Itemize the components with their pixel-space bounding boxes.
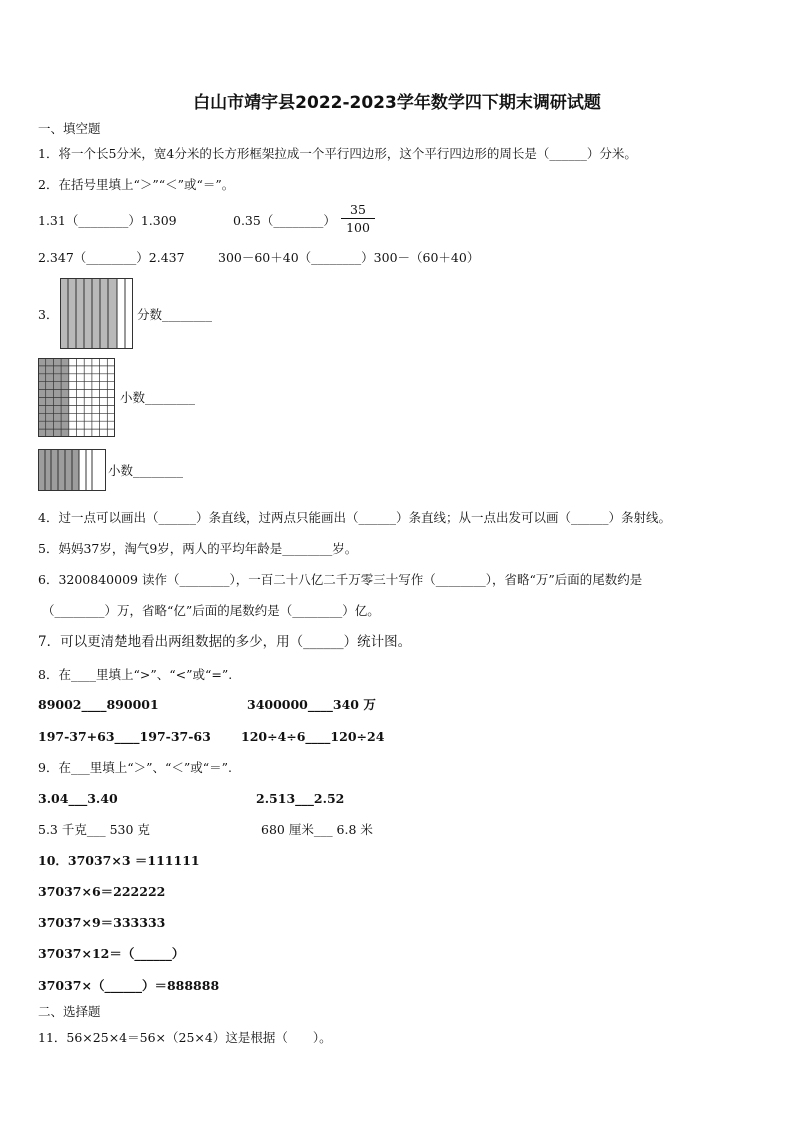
- question-2d: 300－60＋40（________）300－（60＋40）: [218, 250, 480, 265]
- question-6-line-2: （________）万，省略“亿”后面的尾数约是（________）亿。: [42, 603, 380, 618]
- question-4: 4．过一点可以画出（______）条直线，过两点只能画出（______）条直线；从一点出发可以画（______）条射线。: [38, 510, 671, 525]
- question-3-number: 3．: [38, 307, 59, 322]
- question-9c: 5.3 千克___ 530 克: [38, 822, 150, 837]
- question-1: 1．将一个长5分米，宽4分米的长方形框架拉成一个平行四边形，这个平行四边形的周长是（______）分米。: [38, 146, 637, 161]
- question-8d: 120÷4÷6____120÷24: [241, 729, 385, 744]
- decimal-strip-figure: [38, 449, 108, 492]
- question-8: 8．在____里填上“>”、“<”或“=”.: [38, 667, 233, 682]
- question-2b: 0.35（________）: [233, 213, 336, 228]
- question-9b: 2.513___2.52: [256, 791, 345, 806]
- question-3c-answer: 小数________: [108, 463, 184, 478]
- question-2c: 2.347（________）2.437: [38, 250, 185, 265]
- question-3b-answer: 小数________: [120, 390, 196, 405]
- question-10c: 37037×12＝（______）: [38, 946, 185, 961]
- question-8b: 3400000____340 万: [247, 697, 376, 712]
- question-9d: 680 厘米___ 6.8 米: [261, 822, 373, 837]
- question-10: 10．37037×3 ＝111111: [38, 853, 200, 868]
- question-8c: 197-37+63____197-37-63: [38, 729, 211, 744]
- question-10d: 37037×（______）＝888888: [38, 978, 220, 993]
- section-heading-fill-blank: 一、填空题: [38, 121, 101, 136]
- question-3a-answer: 分数________: [137, 307, 213, 322]
- question-9: 9．在___里填上“＞”、“＜”或“＝”.: [38, 760, 233, 775]
- question-11: 11．56×25×4＝56×（25×4）这是根据（ ）。: [38, 1030, 332, 1045]
- question-7: 7．可以更清楚地看出两组数据的多少，用（______）统计图。: [38, 634, 412, 650]
- question-6-line-1: 6．3200840009 读作（________），一百二十八亿二千万零三十写作（________），省略“万”后面的尾数约是: [38, 572, 643, 587]
- question-8a: 89002____890001: [38, 697, 159, 712]
- question-10a: 37037×6＝222222: [38, 884, 166, 899]
- fraction-numerator: 35: [341, 202, 375, 219]
- fraction-strip-figure: [60, 278, 135, 350]
- question-9a: 3.04___3.40: [38, 791, 118, 806]
- question-2a: 1.31（________）1.309: [38, 213, 177, 228]
- section-heading-choice: 二、选择题: [38, 1004, 101, 1019]
- question-2: 2．在括号里填上“＞”“＜”或“＝”。: [38, 177, 235, 192]
- page-title: 白山市靖宇县2022-2023学年数学四下期末调研试题: [193, 93, 601, 113]
- question-5: 5．妈妈37岁，淘气9岁，两人的平均年龄是________岁。: [38, 541, 358, 556]
- question-10b: 37037×9＝333333: [38, 915, 166, 930]
- fraction-denominator: 100: [346, 220, 370, 235]
- fraction: [341, 202, 375, 235]
- hundred-grid-figure: [38, 358, 116, 438]
